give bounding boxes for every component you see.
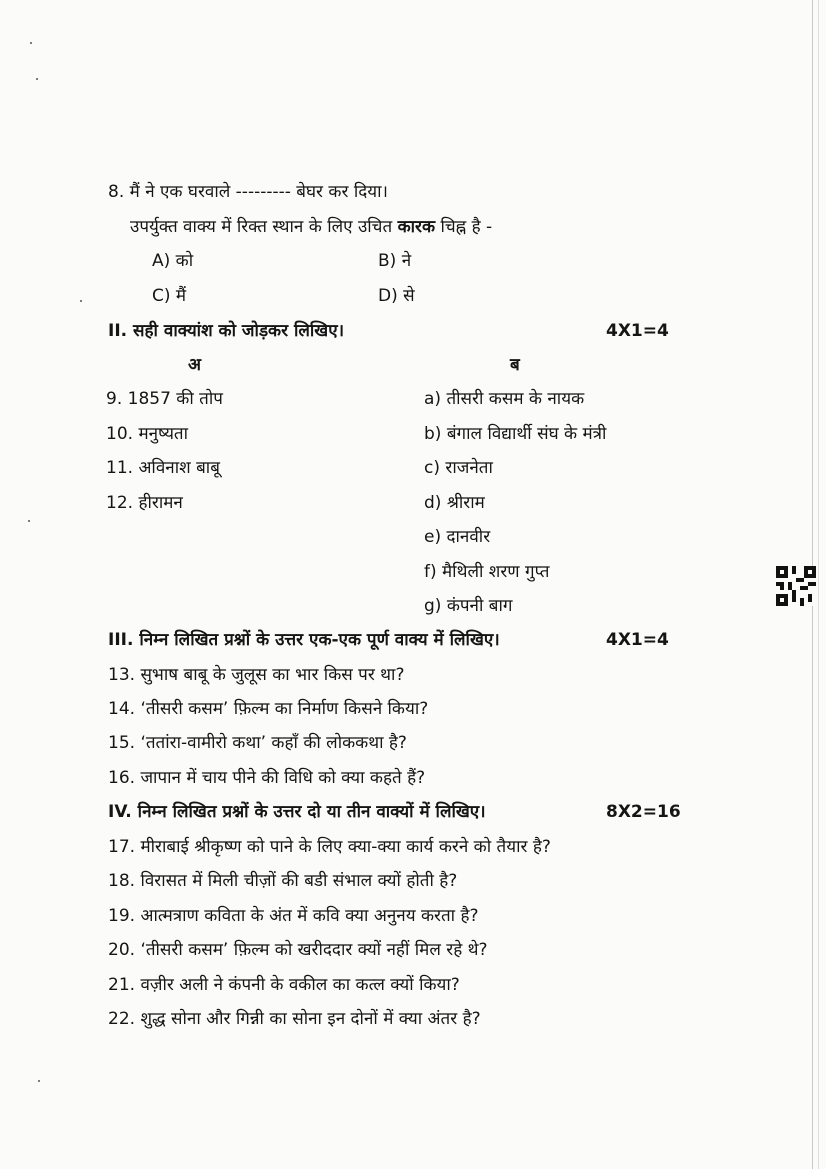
- match-right-item: c) राजनेता: [424, 458, 493, 478]
- q8-instruction-text: उपर्युक्त वाक्य में रिक्त स्थान के लिए उचित: [130, 217, 393, 237]
- question-item: 18. विरासत में मिली चीज़ों की बडी संभाल क्यों होती है?: [108, 871, 458, 891]
- q8-option-a: A) को: [152, 251, 194, 271]
- section4-marks: 8X2=16: [606, 802, 681, 822]
- match-right-item: g) कंपनी बाग: [424, 596, 513, 616]
- match-right-item: e) दानवीर: [424, 527, 491, 547]
- q8-instruction: [130, 216, 492, 238]
- scan-speck: [28, 520, 30, 522]
- match-right-item: d) श्रीराम: [424, 493, 485, 513]
- question-item: 19. आत्मत्राण कविता के अंत में कवि क्या अनुनय करता है?: [108, 906, 479, 926]
- match-left-item: 12. हीरामन: [106, 493, 183, 513]
- question-item: 22. शुद्ध सोना और गिन्नी का सोना इन दोनों में क्या अंतर है?: [108, 1009, 481, 1029]
- scan-speck: [38, 1080, 40, 1082]
- q8-option-d: D) से: [378, 286, 415, 306]
- scan-speck: [36, 78, 38, 80]
- scan-edge-line: [818, 0, 819, 1169]
- section3-marks: 4X1=4: [606, 630, 669, 650]
- section2-column-a: अ: [188, 355, 201, 375]
- question-item: 14. ‘तीसरी कसम’ फ़िल्म का निर्माण किसने किया?: [108, 699, 429, 719]
- q8-instruction-end: चिह्न है -: [440, 217, 493, 237]
- section2-marks: 4X1=4: [606, 321, 669, 341]
- question-item: 20. ‘तीसरी कसम’ फ़िल्म को खरीददार क्यों नहीं मिल रहे थे?: [108, 940, 488, 960]
- question-item: 21. वज़ीर अली ने कंपनी के वकील का कत्ल क्यों किया?: [108, 975, 460, 995]
- section3-heading: III. निम्न लिखित प्रश्नों के उत्तर एक-एक पूर्ण वाक्य में लिखिए।: [108, 630, 500, 650]
- section2-column-b: ब: [510, 355, 520, 375]
- section2-heading: II. सही वाक्यांश को जोड़कर लिखिए।: [108, 321, 345, 341]
- scan-speck: [30, 42, 32, 44]
- section4-heading: IV. निम्न लिखित प्रश्नों के उत्तर दो या तीन वाक्यों में लिखिए।: [108, 802, 486, 822]
- question-item: 15. ‘ततांरा-वामीरो कथा’ कहाँ की लोककथा है?: [108, 733, 407, 753]
- match-left-item: 9. 1857 की तोप: [106, 389, 223, 409]
- q8-statement: 8. मैं ने एक घरवाले --------- बेघर कर दिया।: [108, 182, 388, 202]
- question-item: 17. मीराबाई श्रीकृष्ण को पाने के लिए क्या-क्या कार्य करने को तैयार है?: [108, 837, 551, 857]
- scan-speck: [80, 300, 82, 302]
- match-right-item: a) तीसरी कसम के नायक: [424, 389, 585, 409]
- qr-code-icon: [776, 566, 816, 606]
- q8-instruction-bold: कारक: [397, 217, 436, 237]
- q8-option-c: C) मैं: [152, 286, 187, 306]
- match-left-item: 10. मनुष्यता: [106, 424, 189, 444]
- match-right-item: f) मैथिली शरण गुप्त: [424, 562, 550, 582]
- question-item: 16. जापान में चाय पीने की विधि को क्या कहते हैं?: [108, 768, 426, 788]
- question-item: 13. सुभाष बाबू के जुलूस का भार किस पर था?: [108, 665, 405, 685]
- match-left-item: 11. अविनाश बाबू: [106, 458, 220, 478]
- match-right-item: b) बंगाल विद्यार्थी संघ के मंत्री: [424, 424, 607, 444]
- q8-option-b: B) ने: [378, 251, 412, 271]
